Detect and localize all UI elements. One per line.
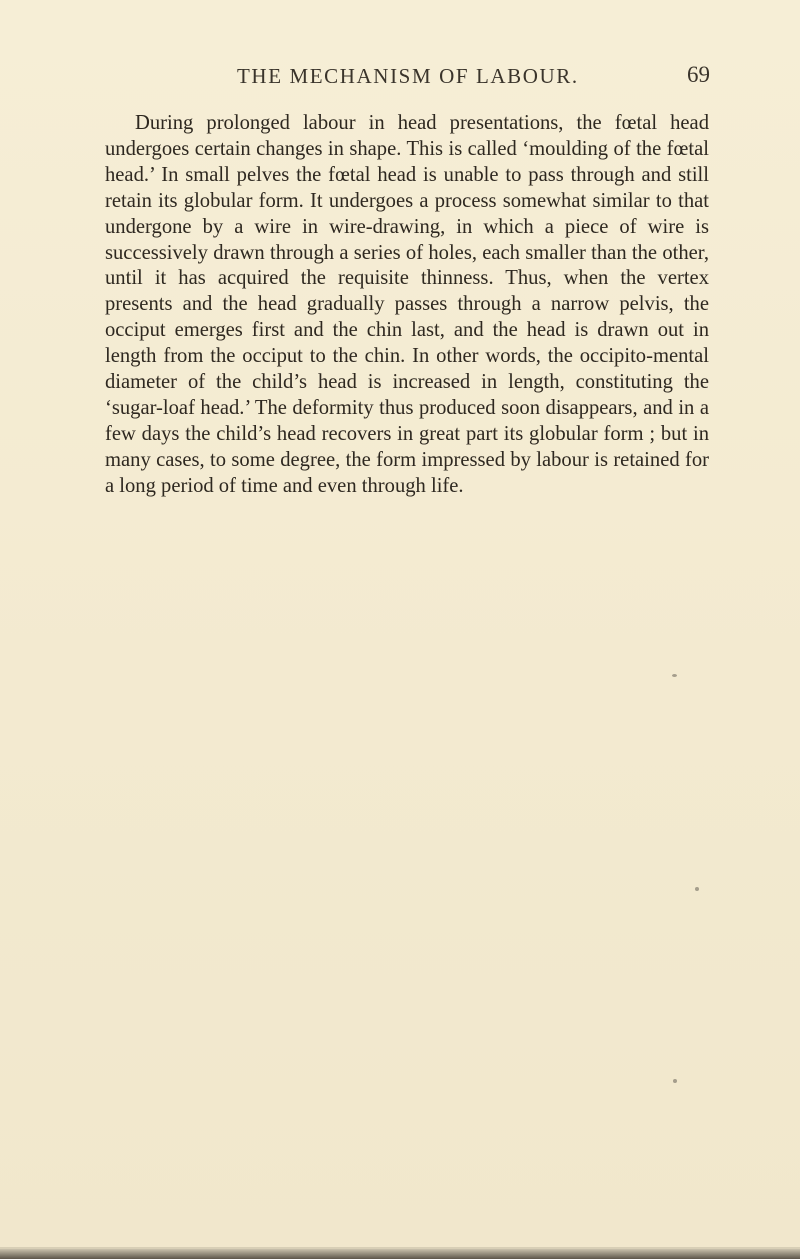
page-number: 69 — [687, 62, 710, 87]
running-head: THE MECHANISM OF LABOUR. — [237, 64, 579, 88]
paper-speck — [672, 674, 677, 677]
page-bottom-shadow — [0, 1249, 800, 1259]
body-paragraph: During prolonged labour in head presentations, the fœtal head undergoes certain changes in shape. This is called ‘moulding of the fœtal head.’ In small pelves the fœtal head is unable to pass through and still retain its globular form. It undergoes a process somewhat similar to that undergone by a wire in wire-drawing, in which a piece of wire is successively drawn through a series of holes, each smaller than the other, until it has acquired the requisite thinness. Thus, when the vertex presents and the head gradually passes through a narrow pelvis, the occiput emerges first and the chin last, and the head is drawn out in length from the occiput to the chin. In other words, the occipito-mental diameter of the child’s head is increased in length, constituting the ‘sugar-loaf head.’ The deformity thus produced soon disappears, and in a few days the child’s head recovers in great part its globular form ; but in many cases, to some degree, the form impressed by labour is retained for a long period of time and even through life. — [105, 112, 709, 497]
page-header — [105, 64, 710, 92]
paper-speck — [695, 887, 699, 891]
paper-speck — [673, 1079, 677, 1083]
